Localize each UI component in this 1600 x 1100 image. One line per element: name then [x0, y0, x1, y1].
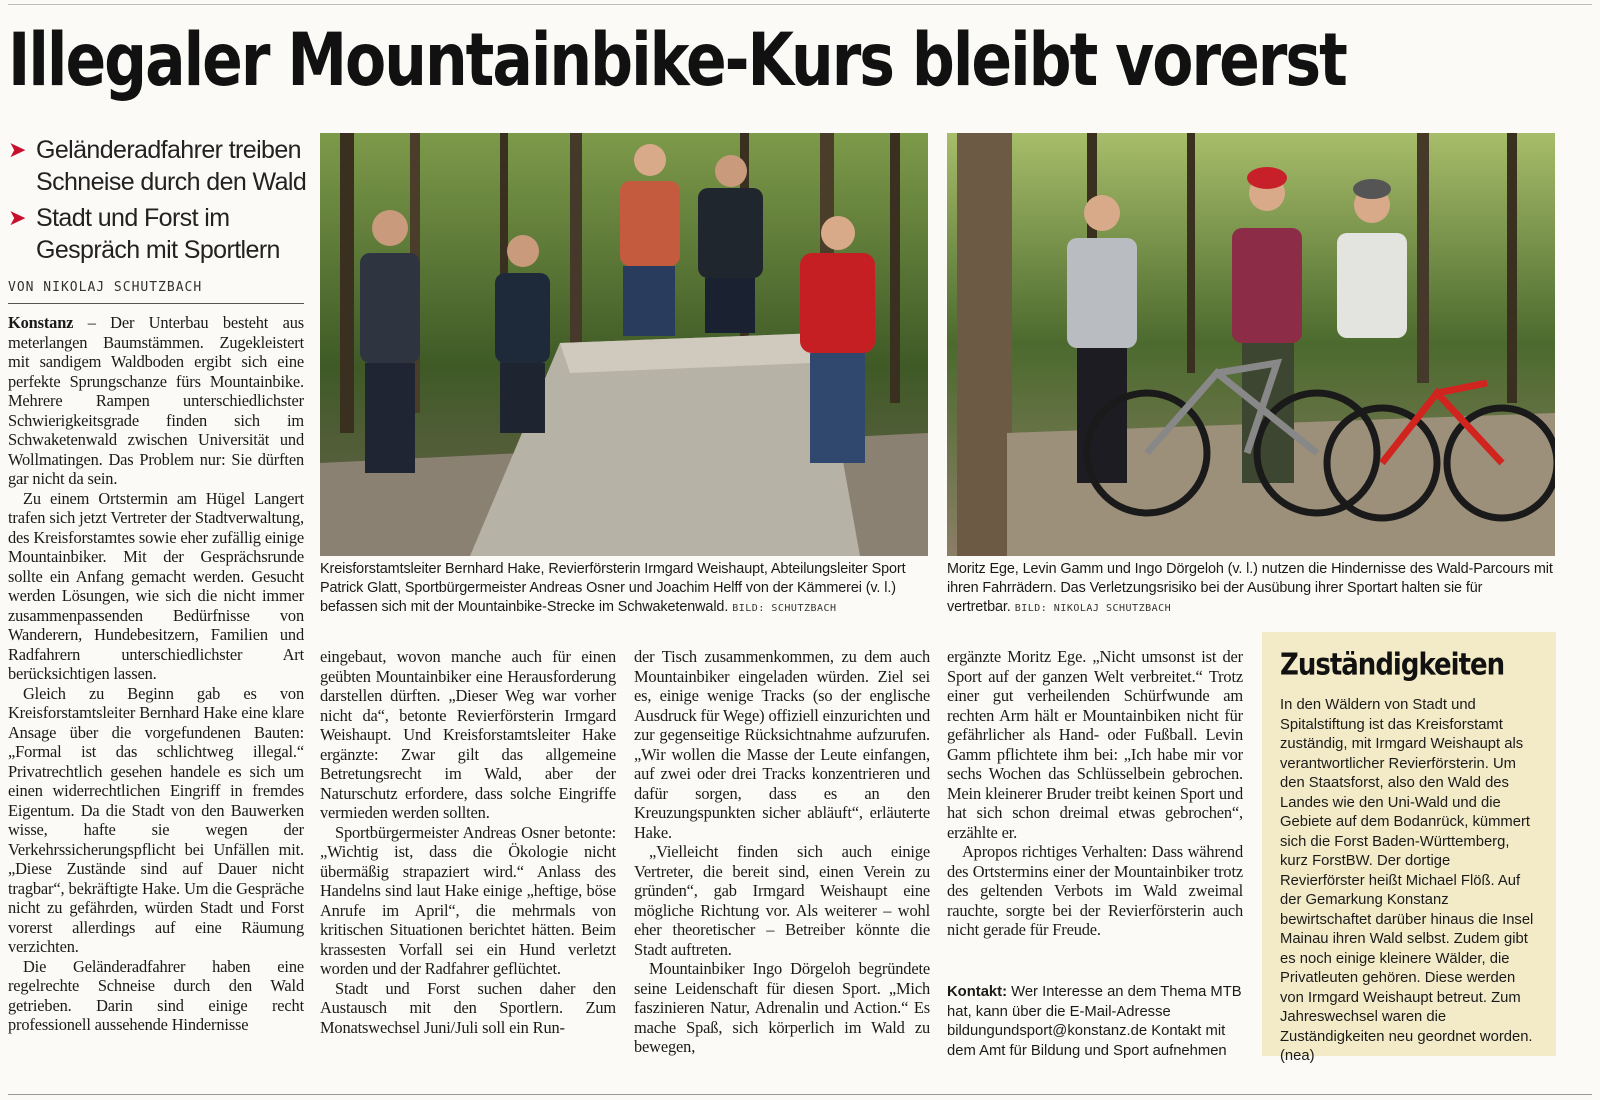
paragraph: eingebaut, wovon manche auch für einen geübten Mountainbiker eine Herausforderung darstellen dürften. „Dieser Weg war vorher nicht da“, betonte Revierförsterin Irmgard Weishaupt. Und Kreisforstamtsleiter Hake ergänzte: Zwar gilt das allgemeine Betretungsrecht im Wald, aber der Naturschutz erfordere, dass solche Eingriffe vermieden werden sollten.	[320, 647, 616, 822]
article-column-4	[947, 647, 1243, 940]
paragraph: der Tisch zusammenkommen, zu dem auch Mountainbiker eingeladen würden. Ziel sei es, einige wenige Tracks (so der englische Ausdruck für Wege) offiziell einzurichten und zur gegenseitige Rücksichtnahme aufzurufen. „Wir wollen die Masse der Leute einfangen, auf zwei oder drei Tracks konzentrieren und dafür sorgen, dass es an den Kreuzungspunkten sicher abläuft“, erläuterte Hake.	[634, 647, 930, 842]
dateline: Konstanz	[8, 313, 74, 332]
paragraph: ergänzte Moritz Ege. „Nicht umsonst ist der Sport auf der ganzen Welt verbreitet.“ Trotz einer gut verheilenden Schürfwunde am rechten Arm hält er Mountainbiken nicht für gefährlicher als Hand- oder Fußball. Levin Gamm pflichtete ihm bei: „Ich habe mir vor sechs Wochen das Schlüsselbein gebrochen. Mein kleinerer Bruder treibt keinen Sport und hat sich schon dreimal etwas gebrochen“, erzählte er.	[947, 647, 1243, 842]
subheadline-item: ➤ Geländeradfahrer treiben Schneise durch den Wald	[8, 136, 307, 196]
info-box-text: In den Wäldern von Stadt und Spitalstiftung ist das Kreisforstamt zuständig, mit Irmgard Weishaupt als verantwortlicher Revierförsterin. Um den Staatsforst, also den Wald des Landes wie den Uni-Wald und die Gebiete auf dem Bodanrück, kümmert sich die Forst Baden-Württemberg, kurz ForstBW. Der dortige Revierförster heißt Michael Flöß. Auf der Gemarkung Konstanz bewirtschaftet darüber hinaus die Insel Mainau ihren Wald selbst. Zudem gibt es noch einige kleinere Wälder, die Privatleuten gehören. Diese werden von Irmgard Weishaupt betreut. Zum Jahreswechsel waren die Zuständigkeiten neu geordnet worden. (nea)	[1280, 697, 1534, 1064]
bottom-rule	[8, 1094, 1592, 1095]
paragraph: Stadt und Forst suchen daher den Austausch mit den Sportlern. Zum Monatswechsel Juni/Juli soll ein Run-	[320, 978, 616, 1037]
subheadline-item: ➤ Stadt und Forst im Gespräch mit Sportlern	[8, 204, 280, 264]
byline: VON NIKOLAJ SCHUTZBACH	[8, 280, 304, 304]
photo-mountainbikers	[947, 133, 1555, 556]
photo-officials-ramp	[320, 133, 928, 556]
red-arrow-icon: ➤	[8, 205, 26, 230]
photo-bikers-illustration	[947, 133, 1555, 556]
paragraph: Die Geländeradfahrer haben eine regelrechte Schneise durch den Wald getrieben. Darin sind einige recht professionell aussehende Hindernisse	[8, 956, 304, 1034]
headline: Illegaler Mountainbike-Kurs bleibt vorerst	[8, 17, 1346, 104]
top-rule	[8, 4, 1592, 5]
contact-label: Kontakt:	[947, 984, 1008, 1000]
article-column-2	[320, 647, 616, 1037]
paragraph: Apropos richtiges Verhalten: Dass während des Ortstermins einer der Mountainbiker trotz des geltenden Verbots im Wald zweimal rauchte, sorgte bei der Revierförsterin auch nicht gerade für Freude.	[947, 842, 1243, 939]
photo-officials-illustration	[320, 133, 928, 556]
red-arrow-icon: ➤	[8, 137, 26, 162]
article-column-3	[634, 647, 930, 1057]
paragraph: Zu einem Ortstermin am Hügel Langert trafen sich jetzt Vertreter der Stadtverwaltung, des Kreisforstamtes sowie eher zufällig einige Mountainbiker. Mit der Gesprächsrunde sollte ein Anfang gemacht werden. Gesucht werden Lösungen, wie sich die nicht immer zusammenpassenden Bedürfnisse von Wanderern, Hundebesitzern, Familien und Radfahrern unterschiedlichster Art berücksichtigen lassen.	[8, 488, 304, 683]
paragraph: Konstanz – Der Unterbau besteht aus meterlangen Baumstämmen. Zugekleistert mit sandigem Waldboden ergibt sich eine perfekte Sprungschanze fürs Mountainbike. Mehrere Rampen unterschiedlichster Schwierigkeitsgrade finden sich im Schwaketenwald zwischen Universität und Wollmatingen. Das Problem nur: Sie dürften gar nicht da sein.	[8, 313, 304, 488]
paragraph: „Vielleicht finden sich auch einige Vertreter, die bereit sind, einen Verein zu gründen“, gab Irmgard Weishaupt eine mögliche Richtung vor. Als weiterer – wohl eher theoretischer – Betreiber könnte die Stadt auftreten.	[634, 842, 930, 959]
paragraph: Gleich zu Beginn gab es von Kreisforstamtsleiter Bernhard Hake eine klare Ansage über die vorgefundenen Bauten: „Formal ist das schlichtweg illegal.“ Privatrechtlich gesehen handele es sich um einen widerrechtlichen Eingriff in fremdes Eigentum. Da die Stadt von den Bauwerken wisse, hafte sie wegen der Verkehrssicherungspflicht bei Unfällen mit. „Diese Zustände sind auf Dauer nicht tragbar“, bekräftigte Hake. Um die Gespräche nicht zu gefährden, würden Stadt und Forst vorerst allerdings auf eine Räumung verzichten.	[8, 683, 304, 956]
info-box-zustaendigkeiten	[1262, 632, 1556, 1064]
photo-credit: BILD: SCHUTZBACH	[732, 603, 837, 614]
contact-note: Kontakt: Wer Interesse an dem Thema MTB hat, kann über die E-Mail-Adresse bildungundsport@konstanz.de Kontakt mit dem Amt für Bildung und Sport aufnehmen	[947, 984, 1242, 1059]
paragraph: Sportbürgermeister Andreas Osner betonte: „Wichtig ist, dass die Ökologie nicht übermäßig strapaziert wird.“ Anlass des Handelns sind laut Hake einige „heftige, böse Anrufe im April“, die mehrmals von kritischen Situationen berichtet hätten. Beim krassesten Vorfall sei ein Hund verletzt worden und der Radfahrer geflüchtet.	[320, 822, 616, 978]
photo-caption-bikers: Moritz Ege, Levin Gamm und Ingo Dörgeloh (v. l.) nutzen die Hindernisse des Wald-Parcours mit ihren Fahrrädern. Das Verletzungsrisiko bei der Ausübung ihrer Sportart halten sie für vertretbar. BILD: NIKOLAJ SCHUTZBACH	[947, 561, 1553, 615]
subheadline-list	[8, 134, 308, 270]
photo-credit: BILD: NIKOLAJ SCHUTZBACH	[1014, 603, 1172, 614]
info-box-title: Zuständigkeiten	[1280, 648, 1505, 683]
paragraph: Mountainbiker Ingo Dörgeloh begründete seine Leidenschaft für diesen Sport. „Mich faszinieren Natur, Adrenalin und Action.“ Es mache Spaß, sich körperlich im Wald zu bewegen,	[634, 959, 930, 1056]
photo-caption-officials: Kreisforstamtsleiter Bernhard Hake, Revierförsterin Irmgard Weishaupt, Abteilungsleiter Sport Patrick Glatt, Sportbürgermeister Andreas Osner und Joachim Helff von der Kämmerei (v. l.) befassen sich mit der Mountainbike-Strecke im Schwaketenwald. BILD: SCHUTZBACH	[320, 561, 906, 615]
article-column-1	[8, 313, 304, 1035]
